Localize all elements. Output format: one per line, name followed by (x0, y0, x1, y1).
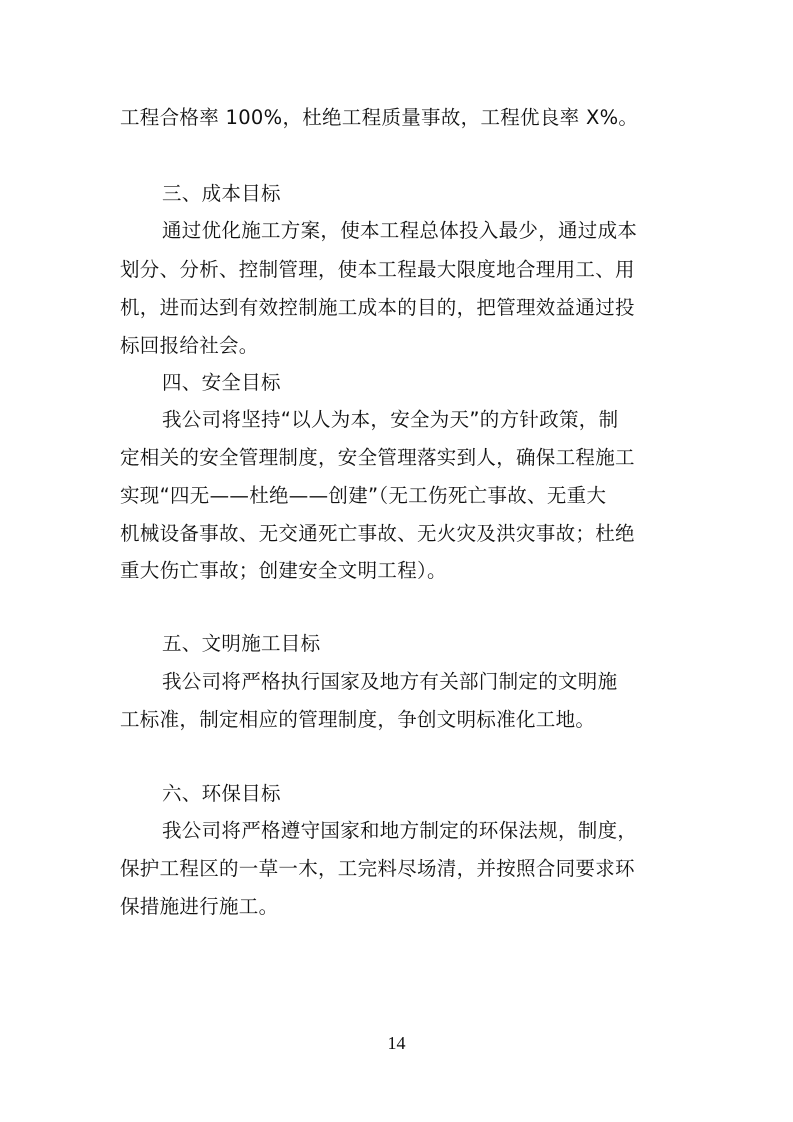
quality-target-text: 工程合格率 100%，杜绝工程质量事故，工程优良率 X%。 (120, 106, 639, 129)
environment-target-paragraph-line: 我公司将严格遵守国家和地方制定的环保法规，制度， (162, 819, 638, 842)
safety-target-heading: 四、安全目标 (162, 371, 281, 394)
cost-target-paragraph-line: 标回报给社会。 (120, 334, 259, 357)
safety-target-paragraph-line: 机械设备事故、无交通死亡事故、无火灾及洪灾事故；杜绝 (120, 522, 635, 545)
environment-target-paragraph-line: 保措施进行施工。 (120, 895, 279, 918)
civilized-construction-paragraph-line: 工标准，制定相应的管理制度，争创文明标准化工地。 (120, 708, 596, 731)
safety-target-paragraph-line: 定相关的安全管理制度，安全管理落实到人，确保工程施工 (120, 446, 635, 469)
environment-target-paragraph-line: 保护工程区的一草一木，工完料尽场清，并按照合同要求环 (120, 857, 635, 880)
civilized-construction-paragraph-line: 我公司将严格执行国家及地方有关部门制定的文明施 (162, 670, 618, 693)
safety-target-paragraph-line: 实现“四无——杜绝——创建”（无工伤死亡事故、无重大 (120, 484, 607, 507)
civilized-construction-heading: 五、文明施工目标 (162, 632, 321, 655)
cost-target-paragraph-line: 划分、分析、控制管理，使本工程最大限度地合理用工、用 (120, 258, 635, 281)
cost-target-paragraph-line: 通过优化施工方案，使本工程总体投入最少，通过成本 (162, 219, 638, 242)
safety-target-paragraph-line: 重大伤亡事故；创建安全文明工程）。 (120, 559, 447, 582)
environment-target-heading: 六、环保目标 (162, 782, 281, 805)
cost-target-heading: 三、成本目标 (162, 182, 281, 205)
page-number: 14 (387, 1033, 406, 1053)
safety-target-paragraph-line: 我公司将坚持“以人为本，安全为天”的方针政策，制 (162, 408, 619, 431)
cost-target-paragraph-line: 机，进而达到有效控制施工成本的目的，把管理效益通过投 (120, 296, 635, 319)
